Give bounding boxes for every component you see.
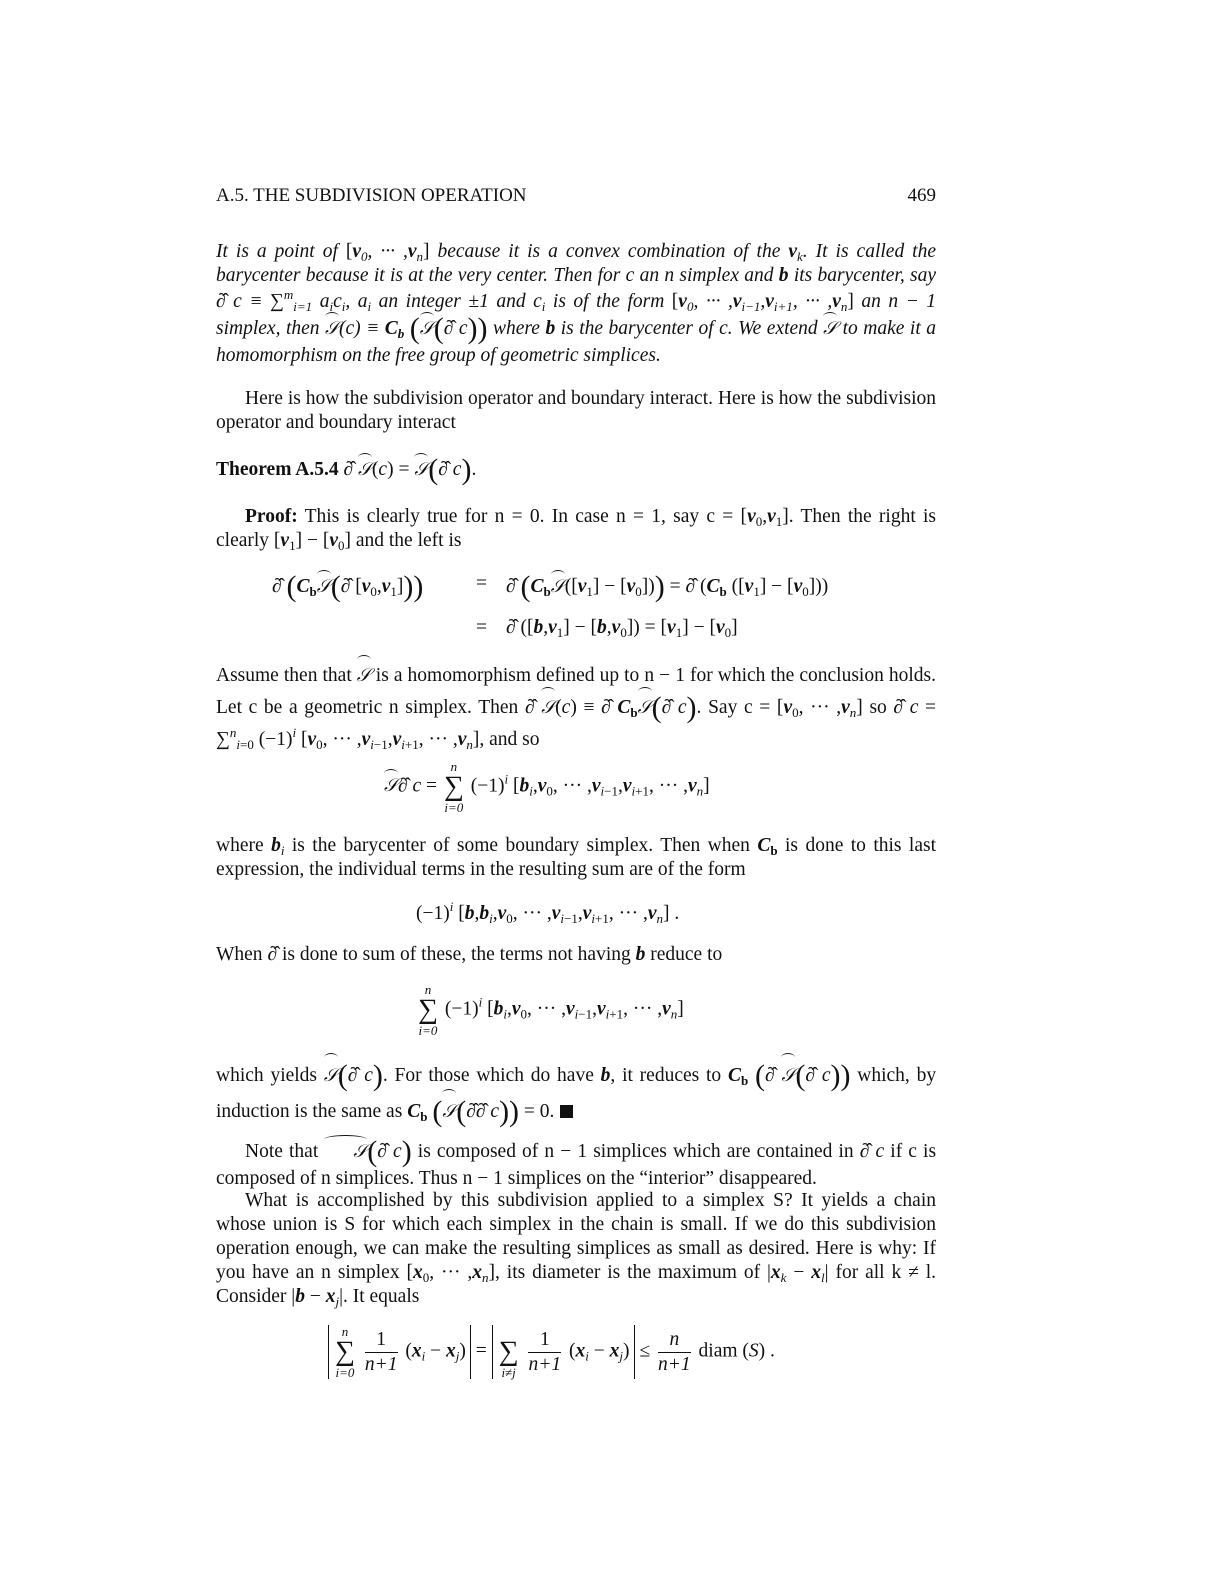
equation-boundary-1: ∂̂ ($C_b𝒮(\partial̂$ $[v_0,v_1]$)) = ∂̂ $(C_b𝒮([v_1] - [v_0]))$ = ∂̂ ($C_b$ $([v_1] - [v_0])$) <box>272 570 829 603</box>
page-number: 469 <box>907 185 936 206</box>
running-header <box>216 184 936 208</box>
proof-label: Proof: <box>245 506 298 527</box>
theorem-label: Theorem A.5.4 <box>216 459 339 480</box>
diameter-paragraph: What is accomplished by this subdivision applied to a simplex S? It yields a chain whose union is S for which each simplex in the chain is small. If we do this subdivision operation enough, we can make the resulting simplices as small as desired. Here is why: If you have an n simplex [$x_0$, ··· $,x_n$], its diameter is the maximum of $|x_k - x_l|$ for all k ≠ l. Consider $|b - x_j|$. It equals <box>216 1190 937 1309</box>
induction-paragraph: Assume then that 𝒮 is a homomorphism defined up to n − 1 for which the conclusion holds. Let c be a geometric n simplex. Then ∂̂ 𝒮(c) ≡ ∂̂ $C_b𝒮(\partial̂$ c). Say $c = [v_0$, ··· $,v_n$] so ∂̂ c = ∑$^n_{i=0}$ $(-1)^i$ [$v_0$, ··· $,v_{i-1},v_{i+1}$, ··· $,v_n$], and so <box>216 660 936 756</box>
proof-paragraph: Proof: This is clearly true for n = 0. In case n = 1, say $c = [v_0,v_1]$. Then the right is clearly $[v_1] - [v_0]$ and the left is <box>216 506 936 553</box>
theorem-statement: Theorem A.5.4 ∂̂ 𝒮(c) = 𝒮(∂̂ c). <box>216 453 477 486</box>
intro-paragraph: Here is how the subdivision operator and boundary interact. Here is how the subdivision operator and boundary interact <box>216 388 936 433</box>
yields-paragraph: which yields 𝒮(∂̂ c). For those which do have b, it reduces to $C_b$ (∂̂ 𝒮(∂̂ c)) which, by induction is the same as $C_b$ (𝒮(∂̂∂̂ c)) = 0. <box>216 1059 937 1128</box>
qed-square <box>560 1105 573 1118</box>
where-paragraph: where $b_i$ is the barycenter of some boundary simplex. Then when $C_b$ is done to this last expression, the individual terms in the resulting sum are of the form <box>216 835 937 880</box>
page: A.5. THE SUBDIVISION OPERATION 469 It is a point of [$v_0$, ··· $,v_n$] because it is a convex combination of the $v_k$. It is called the barycenter because it is at the very center. Then for c an n simplex and b its barycenter, say ∂̂ c ≡ ∑$^m_{i=1}$ $a_ic_i$, $a_i$ an integer ±1 and $c_i$ is of the form [$v_0$, ··· $,v_{i-1},v_{i+1}$, ··· $,v_n$] an n − 1 simplex, then 𝒮(c) ≡ $C_b$ (𝒮(∂̂ c)) where b is the barycenter of c. We extend 𝒮 to make it a homomorphism on the free group of geometric simplices. Here is how the subdivision operator and boundary interact. Here is how the subdivision operator and boundary interact Theorem A.5.4 ∂̂ 𝒮(c) = 𝒮(∂̂ c). Proof: This is clearly true for n = 0. In case n = 1, say $c = [v_0,v_1]$. Then the right is clearly $[v_1] - [v_0]$ and the left is ∂̂ ($C_b𝒮(\partial̂$ $[v_0,v_1]$)) = ∂̂ $(C_b𝒮([v_1] - [v_0]))$ = ∂̂ ($C_b$ $([v_1] - [v_0])$) = ∂̂ $([b,v_1] - [b,v_0]) = [v_1] - [v_0]$ Assume then that 𝒮 is a homomorphism defined up to n − 1 for which the conclusion holds. Let c be a geometric n simplex. Then ∂̂ 𝒮(c) ≡ ∂̂ $C_b𝒮(\partial̂$ c). Say $c = [v_0$, ··· $,v_n$] so ∂̂ c = ∑$^n_{i=0}$ $(-1)^i$ [$v_0$, ··· $,v_{i-1},v_{i+1}$, ··· $,v_n$], and so 𝒮∂̂ c = n ∑ i=0 $(-1)^i$ [$b_i,v_0$, ··· $,v_{i-1},v_{i+1}$, ··· $,v_n$] where $b_i$ is the barycenter of some boundary simplex. Then when $C_b$ is done to this last expression, the individual terms in the resulting sum are of the form $(-1)^i$ [$b,b_i,v_0$, ··· $,v_{i-1},v_{i+1}$, ··· $,v_n$] . When ∂̂ is done to sum of these, the terms not having b reduce to n ∑ i=0 $(-1)^i$ [$b_i,v_0$, ··· $,v_{i-1},v_{i+1}$, ··· $,v_n$] which yields 𝒮(∂̂ c). For those which do have b, it reduces to $C_b$ (∂̂ 𝒮(∂̂ c)) which, by induction is the same as $C_b$ (𝒮(∂̂∂̂ c)) = 0. Note that 𝒮(∂̂ c) is composed of n − 1 simplices which are contained in ∂̂ c if c is composed of n simplices. Thus n − 1 simplices on the “interior” disappeared. What is accomplished by this subdivision applied to a simplex S? It yields a chain whose union is S for which each simplex in the chain is small. If we do this subdivision operation enough, we can make the resulting simplices as small as desired. Here is why: If you have an n simplex [$x_0$, ··· $,x_n$], its diameter is the maximum of $|x_k - x_l|$ for all k ≠ l. Consider $|b - x_j|$. It equals n ∑ i=0 $\frac{1}{n+1}$ $(x_i - x_j)$ = ∑ i≠j $\frac{1}{n+1}$ $(x_i - x_j)$ ≤ $\frac{n}{n+1}$ diam (S) . <box>216 0 936 1584</box>
note-paragraph: Note that 𝒮(∂̂ c) is composed of n − 1 simplices which are contained in ∂̂ c if c is composed of n simplices. Thus n − 1 simplices on the “interior” disappeared. <box>216 1135 937 1189</box>
equation-sum-1: 𝒮∂̂ c = n ∑ i=0 $(-1)^i$ [$b_i,v_0$, ··· $,v_{i-1},v_{i+1}$, ··· $,v_n$] <box>384 759 710 815</box>
equation-sum-2: n ∑ i=0 $(-1)^i$ [$b_i,v_0$, ··· $,v_{i-1},v_{i+1}$, ··· $,v_n$] <box>418 982 684 1038</box>
equation-term: $(-1)^i$ [$b,b_i,v_0$, ··· $,v_{i-1},v_{i+1}$, ··· $,v_n$] . <box>416 899 680 926</box>
section-title: A.5. THE SUBDIVISION OPERATION <box>216 185 527 206</box>
definition-paragraph: It is a point of [$v_0$, ··· $,v_n$] because it is a convex combination of the $v_k$. It is called the barycenter because it is at the very center. Then for c an n simplex and b its barycenter, say ∂̂ c ≡ ∑$^m_{i=1}$ $a_ic_i$, $a_i$ an integer ±1 and $c_i$ is of the form [$v_0$, ··· $,v_{i-1},v_{i+1}$, ··· $,v_n$] an n − 1 simplex, then 𝒮(c) ≡ $C_b$ (𝒮(∂̂ c)) where b is the barycenter of c. We extend 𝒮 to make it a homomorphism on the free group of geometric simplices. <box>216 241 937 366</box>
equation-diameter: n ∑ i=0 $\frac{1}{n+1}$ $(x_i - x_j)$ = ∑ i≠j $\frac{1}{n+1}$ $(x_i - x_j)$ ≤ $\frac{n}{n+1}$ diam (S) . <box>328 1325 1048 1379</box>
when-paragraph: When ∂̂ is done to sum of these, the terms not having b reduce to <box>216 944 723 965</box>
